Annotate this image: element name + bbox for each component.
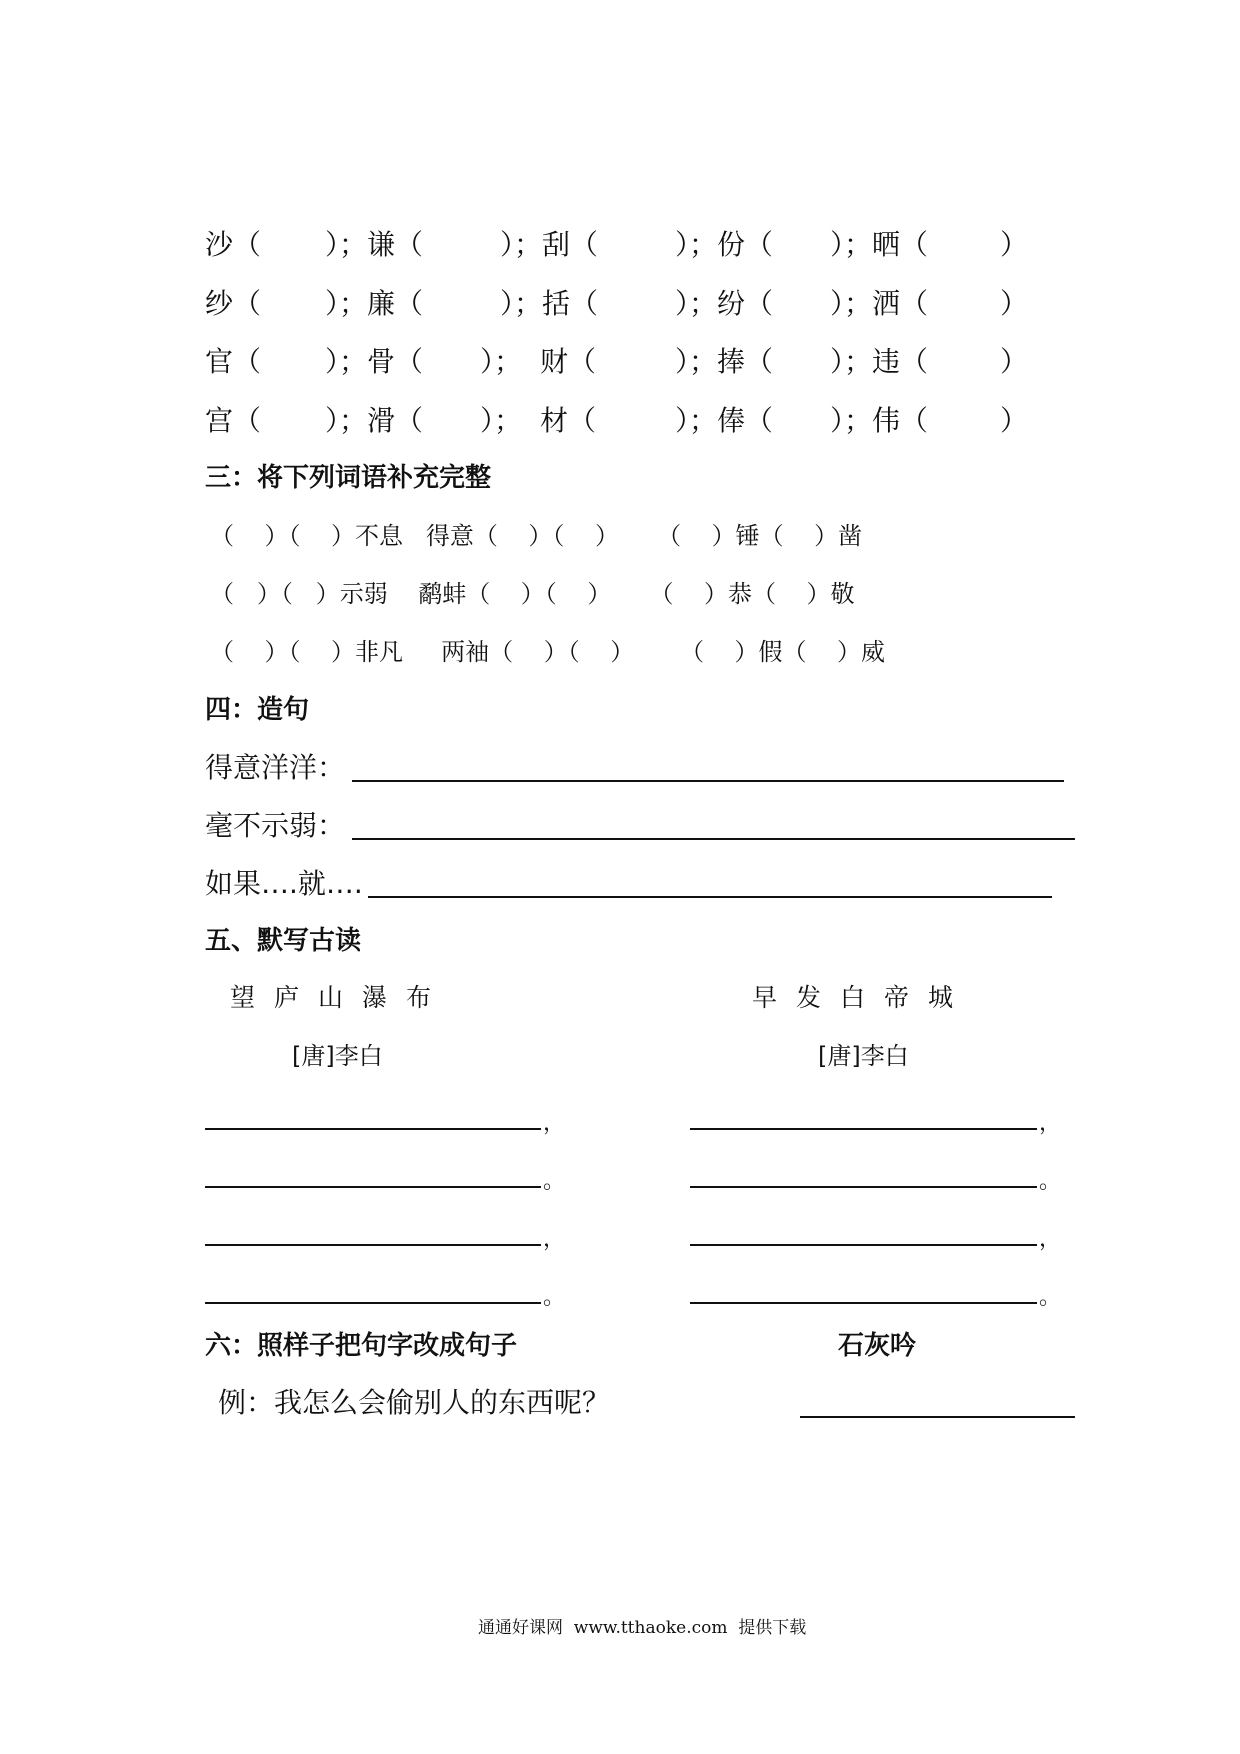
poem-title: 望庐山瀑布 xyxy=(230,983,451,1012)
section5-heading: 五、默写古读 xyxy=(205,926,362,956)
char-cell: ）；滑（ xyxy=(325,404,424,437)
poem-writing-line[interactable] xyxy=(800,1416,1075,1418)
char-cell: ）；刮（ xyxy=(500,228,599,261)
char-cell: 官（ xyxy=(205,345,262,378)
poem-title: 早发白帝城 xyxy=(752,983,973,1012)
char-cell: ）； xyxy=(480,404,523,437)
idiom-fill-line: （ ）（ ）非凡 两袖（ ）（ ） （ ）假（ ）威 xyxy=(210,638,886,666)
poem-punctuation: 。 xyxy=(543,1169,566,1194)
poem-title-side: 石灰吟 xyxy=(838,1331,917,1361)
char-row-3 xyxy=(0,342,1240,382)
poem-writing-line[interactable] xyxy=(690,1302,1037,1304)
char-cell: ）；纷（ xyxy=(675,287,774,320)
char-cell: 财（ xyxy=(540,345,597,378)
char-row-4 xyxy=(0,401,1240,441)
section6-heading: 六：照样子把句字改成句子 xyxy=(205,1331,518,1361)
sentence-label: 得意洋洋： xyxy=(205,751,346,784)
char-cell: ）；洒（ xyxy=(830,287,929,320)
char-row-2 xyxy=(0,284,1240,324)
char-cell: ）；捧（ xyxy=(675,345,774,378)
poem-writing-line[interactable] xyxy=(690,1128,1037,1130)
poem-punctuation: 。 xyxy=(1039,1169,1062,1194)
poem-author: [唐]李白 xyxy=(818,1042,909,1070)
char-cell: ） xyxy=(1000,228,1029,261)
poem-writing-line[interactable] xyxy=(205,1302,541,1304)
poem-writing-line[interactable] xyxy=(690,1244,1037,1246)
sentence-label: 如果….就…. xyxy=(205,867,363,900)
poem-punctuation: ， xyxy=(1039,1111,1062,1136)
char-cell: ）；俸（ xyxy=(675,404,774,437)
char-cell: 沙（ xyxy=(205,228,262,261)
char-cell: 宫（ xyxy=(205,404,262,437)
poem-punctuation: 。 xyxy=(543,1285,566,1310)
poem-punctuation: 。 xyxy=(1039,1285,1062,1310)
poem-writing-line[interactable] xyxy=(205,1244,541,1246)
poem-punctuation: ， xyxy=(543,1111,566,1136)
char-cell: ）；骨（ xyxy=(325,345,424,378)
char-cell: ）；廉（ xyxy=(325,287,424,320)
char-cell: ）；括（ xyxy=(500,287,599,320)
idiom-fill-line: （ ）（ ）示弱 鹬蚌（ ）（ ） （ ）恭（ ）敬 xyxy=(210,580,855,608)
sentence-label: 毫不示弱： xyxy=(205,809,346,842)
char-cell: ）； xyxy=(480,345,523,378)
footer-text: 通通好课网 www.tthaoke.com 提供下载 xyxy=(478,1618,807,1638)
char-cell: ）；份（ xyxy=(675,228,774,261)
poem-author: [唐]李白 xyxy=(292,1042,383,1070)
poem-punctuation: ， xyxy=(1039,1227,1062,1252)
char-cell: ） xyxy=(1000,404,1029,437)
idiom-fill-line: （ ）（ ）不息 得意（ ）（ ） （ ）锤（ ）凿 xyxy=(210,522,863,550)
char-cell: ）；谦（ xyxy=(325,228,424,261)
char-cell: 材（ xyxy=(540,404,597,437)
poem-writing-line[interactable] xyxy=(205,1186,541,1188)
poem-writing-line[interactable] xyxy=(690,1186,1037,1188)
poem-writing-line[interactable] xyxy=(205,1128,541,1130)
char-cell: ）；晒（ xyxy=(830,228,929,261)
example-sentence: 例：我怎么会偷别人的东西呢？ xyxy=(218,1386,611,1419)
char-cell: ） xyxy=(1000,345,1029,378)
char-cell: ）；伟（ xyxy=(830,404,929,437)
sentence-answer-line[interactable] xyxy=(352,838,1075,840)
char-cell: ）；违（ xyxy=(830,345,929,378)
char-cell: ） xyxy=(1000,287,1029,320)
char-cell: 纱（ xyxy=(205,287,262,320)
poem-punctuation: ， xyxy=(543,1227,566,1252)
char-row-1 xyxy=(0,225,1240,265)
section4-heading: 四：造句 xyxy=(205,695,310,725)
sentence-answer-line[interactable] xyxy=(368,896,1052,898)
sentence-answer-line[interactable] xyxy=(352,780,1064,782)
section3-heading: 三：将下列词语补充完整 xyxy=(205,463,492,493)
